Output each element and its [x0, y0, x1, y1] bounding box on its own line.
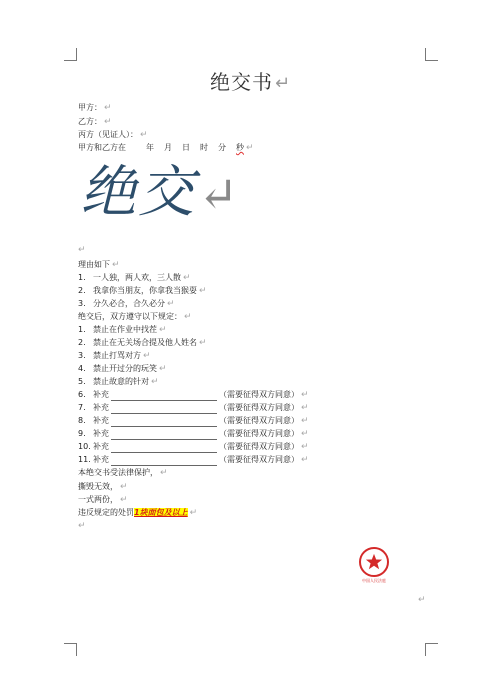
reason-item[interactable] — [78, 298, 175, 310]
paragraph-mark-icon: ↵ — [120, 482, 128, 492]
supplement-blank-field[interactable] — [111, 418, 217, 427]
list-text: 禁止打骂对方 — [93, 351, 141, 360]
paragraph-mark-icon: ↵ — [198, 167, 241, 223]
supplement-item[interactable] — [78, 402, 309, 414]
big-title[interactable] — [80, 158, 240, 230]
date-line[interactable] — [78, 142, 254, 154]
paragraph-mark-icon: ↵ — [151, 377, 159, 387]
supplement-note: （需要征得双方同意） — [219, 429, 299, 438]
list-text: 禁止开过分的玩笑 — [93, 364, 157, 373]
party-a-label: 甲方： — [78, 103, 102, 112]
paragraph-mark-icon: ↵ — [274, 73, 292, 94]
supplement-item[interactable] — [78, 428, 309, 440]
paragraph-mark-icon: ↵ — [159, 364, 167, 374]
closing-line[interactable] — [78, 494, 128, 506]
paragraph-mark-icon: ↵ — [78, 521, 86, 531]
paragraph-mark-icon: ↵ — [104, 103, 112, 113]
reason-heading-text: 理由如下 — [78, 260, 110, 269]
paragraph-mark-icon: ↵ — [301, 455, 309, 465]
reason-item[interactable] — [78, 272, 191, 284]
reason-item[interactable] — [78, 285, 207, 297]
penalty-line[interactable] — [78, 507, 197, 519]
list-number: 4. — [78, 364, 86, 373]
crop-mark-top-left — [64, 48, 77, 61]
paragraph-mark-icon: ↵ — [159, 325, 167, 335]
supplement-note: （需要征得双方同意） — [219, 416, 299, 425]
supplement-blank-field[interactable] — [111, 392, 217, 401]
rule-item[interactable] — [78, 337, 207, 349]
paragraph-mark-icon: ↵ — [183, 273, 191, 283]
penalty-prefix: 违反规定的处罚 — [78, 508, 134, 517]
rules-heading-text: 绝交后，双方遵守以下规定： — [78, 312, 182, 321]
supplement-item[interactable] — [78, 415, 309, 427]
list-number: 11. — [78, 455, 91, 464]
date-minute: 分 — [218, 143, 226, 152]
list-text: 禁止在作业中找茬 — [93, 325, 157, 334]
list-number: 9. — [78, 429, 86, 438]
date-hour: 时 — [200, 143, 208, 152]
supplement-note: （需要征得双方同意） — [219, 403, 299, 412]
list-number: 2. — [78, 338, 86, 347]
paragraph-mark-icon: ↵ — [78, 245, 86, 255]
list-number: 6. — [78, 390, 86, 399]
rule-item[interactable] — [78, 363, 167, 375]
supplement-label: 补充 — [93, 390, 109, 399]
rules-heading[interactable] — [78, 311, 192, 323]
paragraph-mark-icon: ↵ — [301, 442, 309, 452]
list-number: 2. — [78, 286, 86, 295]
date-second: 秒 — [236, 143, 244, 152]
paragraph-mark-icon: ↵ — [140, 130, 148, 140]
supplement-label: 补充 — [93, 403, 109, 412]
paragraph-mark-icon: ↵ — [199, 338, 207, 348]
crop-mark-bottom-right — [425, 643, 438, 656]
crop-mark-bottom-left — [64, 643, 77, 656]
closing-line[interactable] — [78, 467, 168, 479]
date-prefix: 甲方和乙方在 — [78, 143, 126, 152]
closing-text: 本绝交书受法律保护， — [78, 468, 158, 477]
supplement-blank-field[interactable] — [111, 431, 217, 440]
paragraph-mark-icon: ↵ — [301, 416, 309, 426]
party-b-line[interactable] — [78, 116, 112, 128]
date-day: 日 — [182, 143, 190, 152]
supplement-note: （需要征得双方同意） — [219, 455, 299, 464]
list-number: 8. — [78, 416, 86, 425]
paragraph-mark-icon: ↵ — [246, 143, 254, 153]
rule-item[interactable] — [78, 376, 159, 388]
party-c-line[interactable] — [78, 129, 148, 141]
closing-text: 撕毁无效， — [78, 482, 118, 491]
paragraph-mark-icon: ↵ — [112, 260, 120, 270]
date-month: 月 — [164, 143, 172, 152]
supplement-label: 补充 — [93, 442, 109, 451]
list-text: 禁止故意的针对 — [93, 377, 149, 386]
list-number: 7. — [78, 403, 86, 412]
document-title[interactable] — [0, 66, 501, 95]
supplement-blank-field[interactable] — [111, 405, 217, 414]
paragraph-mark-icon: ↵ — [184, 312, 192, 322]
paragraph-mark-icon: ↵ — [104, 117, 112, 127]
closing-line[interactable] — [78, 481, 128, 493]
date-year: 年 — [146, 143, 154, 152]
court-seal-icon — [359, 547, 389, 577]
supplement-blank-field[interactable] — [111, 444, 217, 453]
paragraph-mark-icon: ↵ — [418, 595, 426, 605]
supplement-item[interactable] — [78, 454, 309, 466]
paragraph-mark-icon: ↵ — [120, 495, 128, 505]
list-number: 1. — [78, 273, 86, 282]
penalty-highlight: 1块面包及以上 — [134, 508, 188, 517]
list-text: 我拿你当朋友，你拿我当猴耍 — [93, 286, 197, 295]
paragraph-mark-icon: ↵ — [301, 403, 309, 413]
list-number: 5. — [78, 377, 86, 386]
paragraph-mark-icon: ↵ — [189, 508, 198, 518]
party-a-line[interactable] — [78, 102, 112, 114]
empty-paragraph[interactable] — [78, 244, 86, 256]
rule-item[interactable] — [78, 350, 151, 362]
supplement-blank-field[interactable] — [111, 457, 217, 466]
party-c-label: 丙方（见证人）： — [78, 130, 138, 139]
party-b-label: 乙方： — [78, 117, 102, 126]
supplement-label: 补充 — [93, 416, 109, 425]
paragraph-mark-icon: ↵ — [301, 429, 309, 439]
crop-mark-top-right — [425, 48, 438, 61]
list-text: 一人独，两人欢，三人散 — [93, 273, 181, 282]
big-title-text: 绝交 — [80, 160, 196, 225]
list-number: 3. — [78, 351, 86, 360]
list-text: 禁止在无关场合提及他人姓名 — [93, 338, 197, 347]
paragraph-mark-icon: ↵ — [143, 351, 151, 361]
list-text: 分久必合，合久必分 — [93, 299, 165, 308]
title-text: 绝交书 — [209, 70, 273, 94]
list-number: 3. — [78, 299, 86, 308]
paragraph-mark-icon: ↵ — [199, 286, 207, 296]
reason-heading[interactable] — [78, 259, 120, 271]
list-number: 1. — [78, 325, 86, 334]
supplement-label: 补充 — [93, 429, 109, 438]
paragraph-mark-icon: ↵ — [160, 468, 168, 478]
supplement-item[interactable] — [78, 441, 309, 453]
supplement-item[interactable] — [78, 389, 309, 401]
closing-text: 一式两份， — [78, 495, 118, 504]
star-icon — [365, 553, 383, 571]
supplement-label: 补充 — [93, 455, 109, 464]
paragraph-mark-icon: ↵ — [167, 299, 175, 309]
rule-item[interactable] — [78, 324, 167, 336]
empty-paragraph[interactable] — [78, 520, 86, 532]
seal-caption: 中国人民法庭 — [362, 578, 386, 583]
supplement-note: （需要征得双方同意） — [219, 390, 299, 399]
paragraph-mark-icon: ↵ — [301, 390, 309, 400]
list-number: 10. — [78, 442, 91, 451]
supplement-note: （需要征得双方同意） — [219, 442, 299, 451]
